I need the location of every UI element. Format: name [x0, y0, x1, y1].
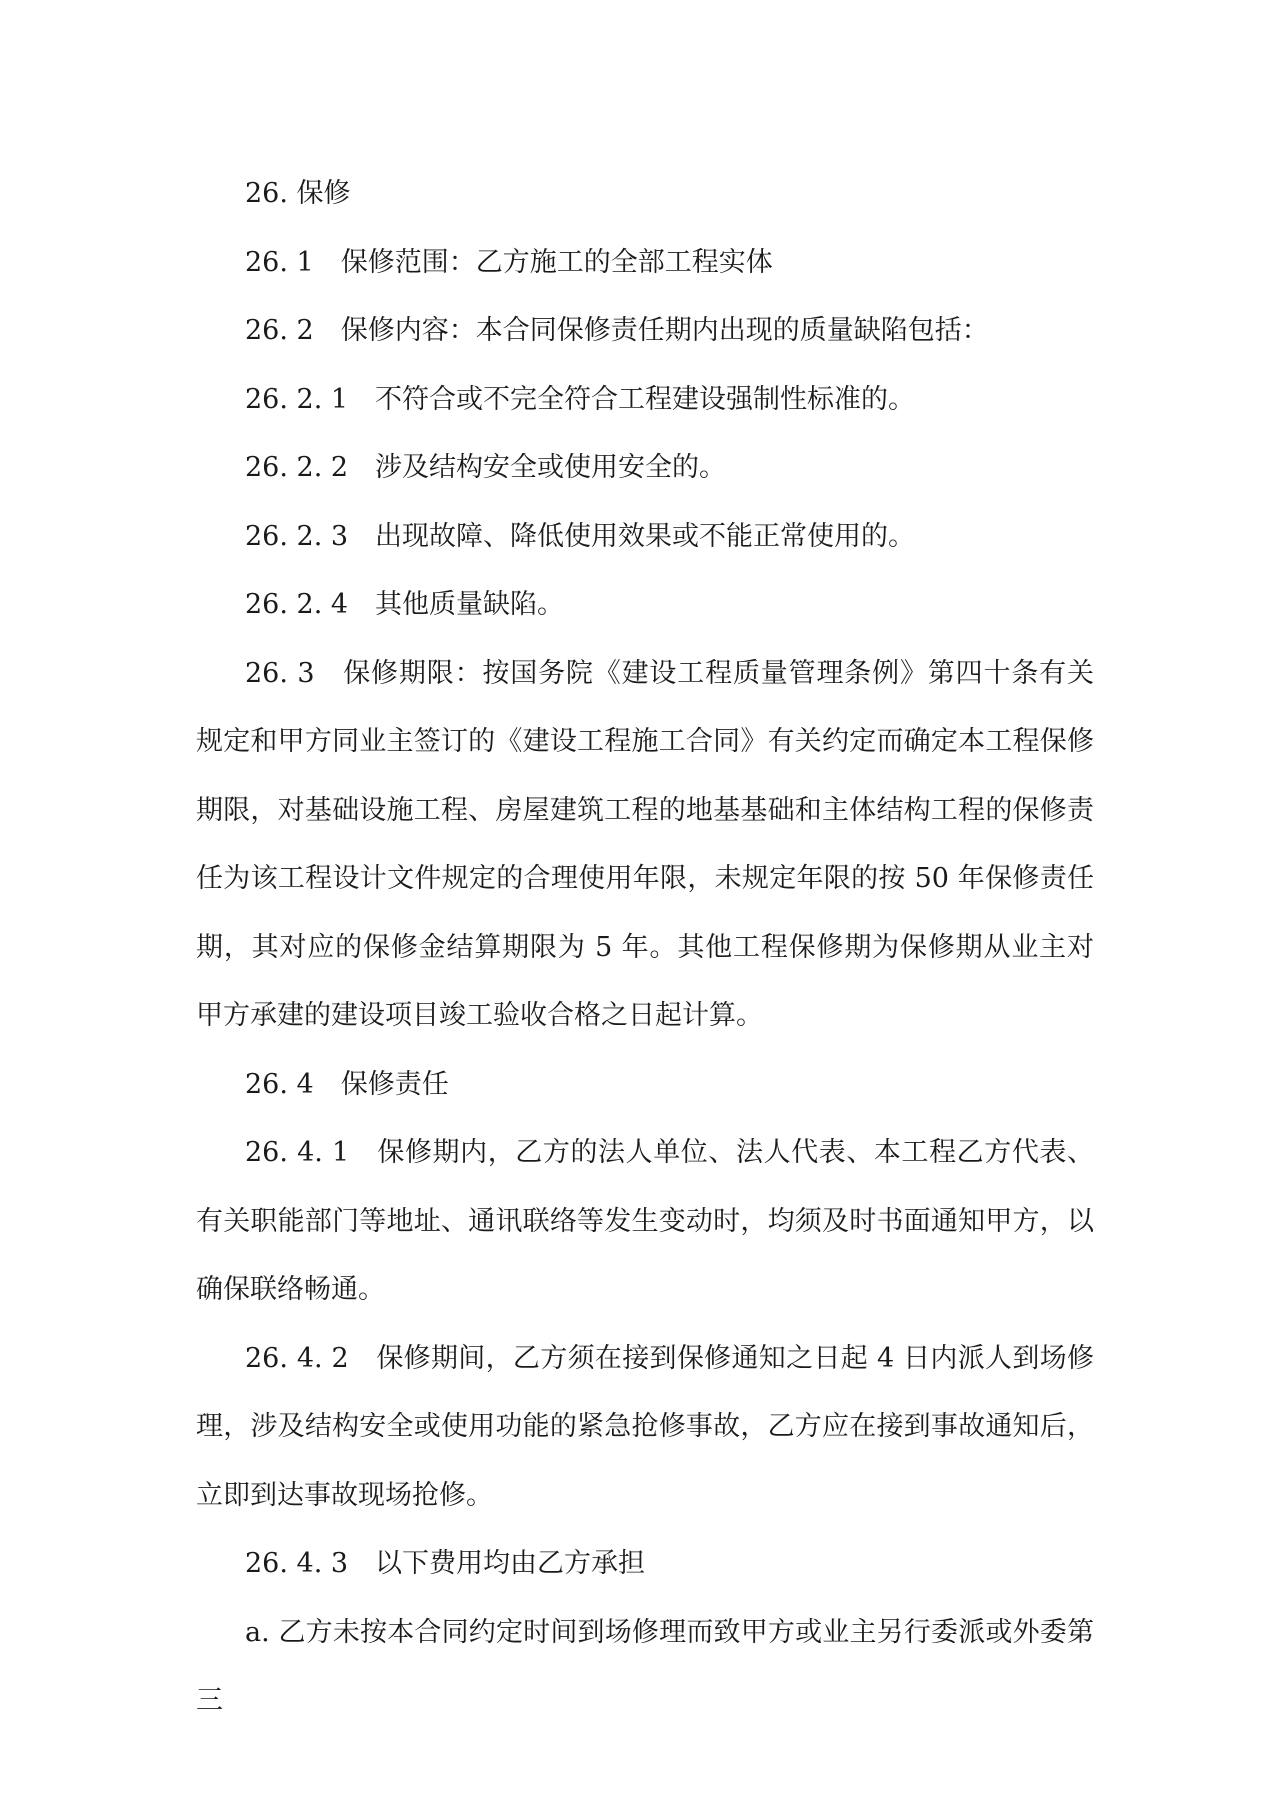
clause-26-1: 26. 1 保修范围：乙方施工的全部工程实体	[245, 246, 773, 278]
clause-26-2-2: 26. 2. 2 涉及结构安全或使用安全的。	[245, 452, 727, 483]
clause-26-4-2: 26. 4. 2 保修期间，乙方须在接到保修通知之日起 4 日内派人到场修理，涉及结构安全或使用功能的紧急抢修事故，乙方应在接到事故通知后，立即到达事故现场抢修。	[196, 1342, 1094, 1511]
clause-26-4-1: 26. 4. 1 保修期内，乙方的法人单位、法人代表、本工程乙方代表、有关职能部门等地址、通讯联络等发生变动时，均须及时书面通知甲方，以确保联络畅通。	[196, 1137, 1094, 1305]
clause-item-a: a. 乙方未按本合同约定时间到场修理而致甲方或业主另行委派或外委第三	[196, 1616, 1094, 1716]
section-heading-26: 26. 保修	[245, 178, 351, 209]
clause-26-2-3: 26. 2. 3 出现故障、降低使用效果或不能正常使用的。	[245, 520, 916, 552]
clause-26-2-4: 26. 2. 4 其他质量缺陷。	[245, 589, 565, 620]
clause-26-2: 26. 2 保修内容：本合同保修责任期内出现的质量缺陷包括：	[245, 315, 989, 346]
clause-26-2-1: 26. 2. 1 不符合或不完全符合工程建设强制性标准的。	[245, 383, 916, 415]
clause-26-4-3: 26. 4. 3 以下费用均由乙方承担	[245, 1548, 646, 1579]
clause-26-3: 26. 3 保修期限：按国务院《建设工程质量管理条例》第四十条有关规定和甲方同业主签订的《建设工程施工合同》有关约定而确定本工程保修期限，对基础设施工程、房屋建筑工程的地基基础和主体结构工程的保修责任为该工程设计文件规定的合理使用年限，未规定年限的按 50 年保修责任期，其对应的保修金结算期限为 5 年。其他工程保修期为保修期从业主对甲方承建的建设项目竣工验收合格之日起计算。	[196, 657, 1094, 1031]
clause-26-4: 26. 4 保修责任	[245, 1068, 449, 1100]
document-body	[196, 160, 1094, 1736]
